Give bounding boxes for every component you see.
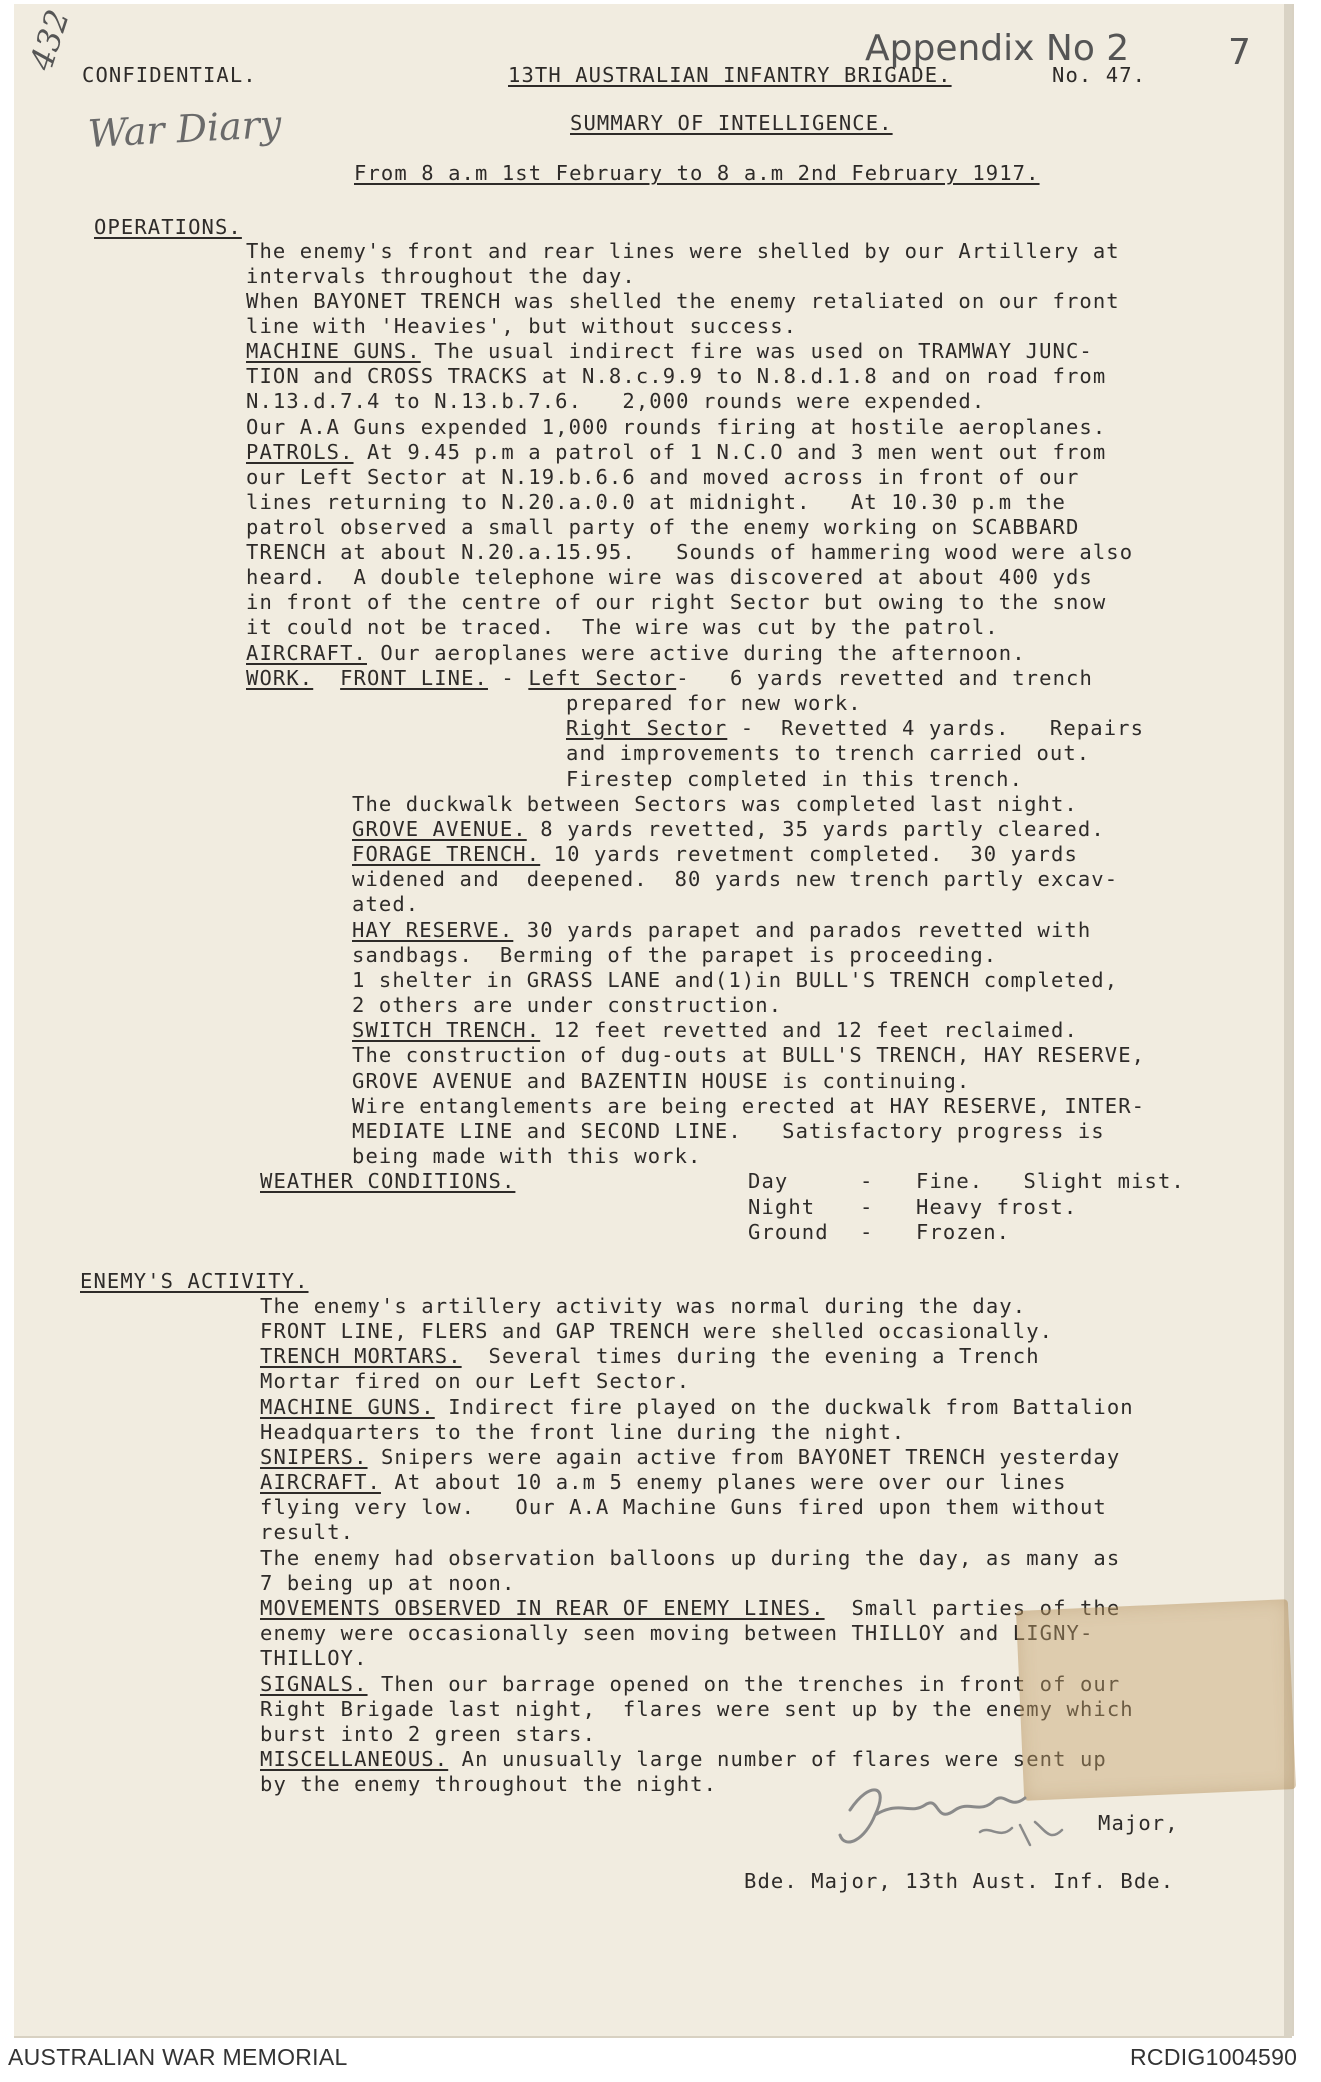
miscellaneous-text: An unusually large number of flares were sent up: [448, 1747, 1107, 1771]
institution-label: AUSTRALIAN WAR MEMORIAL: [8, 2044, 348, 2070]
weather-row-value: Fine. Slight mist.: [916, 1169, 1185, 1193]
machine-guns-line: N.13.d.7.4 to N.13.b.7.6. 2,000 rounds were expended.: [246, 389, 986, 413]
weather-row-label: Day: [748, 1169, 789, 1193]
enemy-aircraft-line: The enemy had observation balloons up during the day, as many as: [260, 1546, 1121, 1570]
signals-label: SIGNALS.: [260, 1672, 368, 1696]
right-sector-label: Right Sector: [566, 716, 728, 740]
operations-heading: OPERATIONS.: [94, 215, 242, 239]
switch-trench-paragraph: [352, 1017, 1078, 1043]
weather-row-label: Ground: [748, 1220, 829, 1244]
enemy-aircraft-paragraph: [260, 1469, 1067, 1495]
weather-row-dash: -: [860, 1195, 874, 1219]
patrols-line: TRENCH at about N.20.a.15.95. Sounds of hammering wood were also: [246, 540, 1134, 564]
aircraft-paragraph: [246, 640, 1026, 666]
patrols-paragraph: [246, 439, 1106, 465]
weather-row-dash: -: [860, 1220, 874, 1244]
classification-label: CONFIDENTIAL.: [82, 63, 257, 87]
work-closing-line: The construction of dug-outs at BULL'S TRENCH, HAY RESERVE,: [352, 1043, 1146, 1067]
weather-row-dash: -: [860, 1169, 874, 1193]
patrols-line: heard. A double telephone wire was discovered at about 400 yds: [246, 565, 1093, 589]
enemy-aircraft-line: 7 being up at noon.: [260, 1571, 516, 1595]
patrols-line: in front of the centre of our right Sector but owing to the snow: [246, 590, 1107, 614]
signature-rank: Major,: [1098, 1811, 1179, 1835]
weather-row-value: Frozen.: [916, 1220, 1011, 1244]
hay-reserve-line: 1 shelter in GRASS LANE and(1)in BULL'S TRENCH completed,: [352, 968, 1119, 992]
patrols-label: PATROLS.: [246, 440, 354, 464]
right-sector-paragraph: [566, 715, 1144, 741]
right-sector-line: Firestep completed in this trench.: [566, 767, 1024, 791]
machine-guns-line: TION and CROSS TRACKS at N.8.c.9.9 to N.8.d.1.8 and on road from: [246, 364, 1107, 388]
work-closing-line: being made with this work.: [352, 1144, 702, 1168]
trench-mortars-paragraph: [260, 1343, 1040, 1369]
enemy-line: The enemy's artillery activity was normal during the day.: [260, 1294, 1027, 1318]
movements-text: Small parties of the: [824, 1596, 1121, 1620]
enemy-aircraft-line: result.: [260, 1520, 355, 1544]
forage-trench-paragraph: [352, 841, 1078, 867]
enemy-activity-heading: ENEMY'S ACTIVITY.: [80, 1269, 309, 1293]
operations-line: line with 'Heavies', but without success.: [246, 314, 798, 338]
right-sector-text: - Revetted 4 yards. Repairs: [727, 716, 1145, 740]
signature-position: Bde. Major, 13th Aust. Inf. Bde.: [744, 1869, 1175, 1893]
report-period: From 8 a.m 1st February to 8 a.m 2nd February 1917.: [354, 161, 1040, 185]
handwritten-war-diary-note: War Diary: [86, 101, 283, 156]
enemy-aircraft-text: At about 10 a.m 5 enemy planes were over our lines: [380, 1470, 1067, 1494]
signals-line: burst into 2 green stars.: [260, 1722, 597, 1746]
forage-trench-text: 10 yards revetment completed. 30 yards: [540, 842, 1078, 866]
handwritten-appendix-label: Appendix No 2: [865, 28, 1130, 69]
patrols-line: lines returning to N.20.a.0.0 at midnight. At 10.30 p.m the: [246, 490, 1066, 514]
weather-conditions-label: WEATHER CONDITIONS.: [260, 1169, 516, 1193]
patrols-text: At 9.45 p.m a patrol of 1 N.C.O and 3 men went out from: [353, 440, 1107, 464]
miscellaneous-paragraph: [260, 1746, 1107, 1772]
enemy-machine-guns-text: Indirect fire played on the duckwalk from Battalion: [434, 1395, 1134, 1419]
left-sector-text: - 6 yards revetted and trench: [676, 666, 1093, 690]
movements-line: enemy were occasionally seen moving between THILLOY and LIGNY-: [260, 1621, 1094, 1645]
machine-guns-paragraph: [246, 338, 1093, 364]
handwritten-folio-number: 432: [21, 5, 77, 75]
enemy-aircraft-line: flying very low. Our A.A Machine Guns fired upon them without: [260, 1495, 1107, 1519]
right-sector-line: and improvements to trench carried out.: [566, 741, 1091, 765]
trench-mortars-label: TRENCH MORTARS.: [260, 1344, 462, 1368]
snipers-paragraph: [260, 1444, 1120, 1470]
aircraft-label: AIRCRAFT.: [246, 641, 367, 665]
switch-trench-label: SWITCH TRENCH.: [352, 1018, 541, 1042]
miscellaneous-label: MISCELLANEOUS.: [260, 1747, 449, 1771]
patrols-line: our Left Sector at N.19.b.6.6 and moved across in front of our: [246, 465, 1080, 489]
hay-reserve-line: 2 others are under construction.: [352, 993, 783, 1017]
trench-mortars-text: Several times during the evening a Trench: [461, 1344, 1040, 1368]
snipers-label: SNIPERS.: [260, 1445, 368, 1469]
signals-line: Right Brigade last night, flares were sent up by the enemy which: [260, 1697, 1134, 1721]
front-line-label: FRONT LINE.: [340, 666, 488, 690]
brigade-heading: 13TH AUSTRALIAN INFANTRY BRIGADE.: [508, 63, 952, 87]
hay-reserve-text: 30 yards parapet and parados revetted with: [513, 918, 1092, 942]
weather-row-label: Night: [748, 1195, 816, 1219]
left-sector-line: prepared for new work.: [566, 691, 862, 715]
grove-avenue-label: GROVE AVENUE.: [352, 817, 527, 841]
weather-row-value: Heavy frost.: [916, 1195, 1078, 1219]
hay-reserve-line: sandbags. Berming of the parapet is proceeding.: [352, 943, 998, 967]
snipers-text: Snipers were again active from BAYONET TRENCH yesterday: [367, 1445, 1121, 1469]
summary-number: No. 47.: [1052, 63, 1147, 87]
work-label: WORK.: [246, 666, 314, 690]
operations-line: The enemy's front and rear lines were shelled by our Artillery at: [246, 239, 1120, 263]
duckwalk-line: The duckwalk between Sectors was completed last night.: [352, 792, 1078, 816]
machine-guns-label: MACHINE GUNS.: [246, 339, 421, 363]
operations-line: intervals throughout the day.: [246, 264, 636, 288]
signals-text: Then our barrage opened on the trenches in front of our: [367, 1672, 1121, 1696]
operations-line: When BAYONET TRENCH was shelled the enemy retaliated on our front: [246, 289, 1120, 313]
forage-trench-line: widened and deepened. 80 yards new trench partly excav-: [352, 867, 1119, 891]
handwritten-page-number: 7: [1228, 32, 1251, 73]
work-closing-line: GROVE AVENUE and BAZENTIN HOUSE is continuing.: [352, 1069, 971, 1093]
aircraft-text: Our aeroplanes were active during the afternoon.: [366, 641, 1026, 665]
patrols-line: patrol observed a small party of the enemy working on SCABBARD: [246, 515, 1080, 539]
trench-mortars-line: Mortar fired on our Left Sector.: [260, 1369, 691, 1393]
hay-reserve-label: HAY RESERVE.: [352, 918, 514, 942]
document-title: SUMMARY OF INTELLIGENCE.: [570, 111, 893, 135]
machine-guns-text: The usual indirect fire was used on TRAMWAY JUNC-: [420, 339, 1093, 363]
record-id: RCDIG1004590: [1130, 2044, 1298, 2070]
work-paragraph: WORK. FRONT LINE. - Left Sector- 6 yards revetted and trench: [246, 666, 1093, 690]
switch-trench-text: 12 feet revetted and 12 feet reclaimed.: [540, 1018, 1078, 1042]
movements-label: MOVEMENTS OBSERVED IN REAR OF ENEMY LINES.: [260, 1596, 825, 1620]
work-closing-line: MEDIATE LINE and SECOND LINE. Satisfactory progress is: [352, 1119, 1105, 1143]
movements-line: THILLOY.: [260, 1646, 368, 1670]
aa-guns-line: Our A.A Guns expended 1,000 rounds firing at hostile aeroplanes.: [246, 415, 1107, 439]
signals-paragraph: [260, 1671, 1120, 1697]
patrols-line: it could not be traced. The wire was cut by the patrol.: [246, 615, 999, 639]
miscellaneous-line: by the enemy throughout the night.: [260, 1772, 718, 1796]
grove-avenue-text: 8 yards revetted, 35 yards partly cleared.: [526, 817, 1105, 841]
enemy-line: FRONT LINE, FLERS and GAP TRENCH were shelled occasionally.: [260, 1319, 1054, 1343]
enemy-machine-guns-line: Headquarters to the front line during the night.: [260, 1420, 906, 1444]
hay-reserve-paragraph: [352, 917, 1091, 943]
forage-trench-label: FORAGE TRENCH.: [352, 842, 541, 866]
enemy-machine-guns-paragraph: [260, 1394, 1134, 1420]
enemy-aircraft-label: AIRCRAFT.: [260, 1470, 381, 1494]
forage-trench-line: ated.: [352, 892, 420, 916]
handwritten-signature: [830, 1770, 1090, 1870]
work-closing-line: Wire entanglements are being erected at HAY RESERVE, INTER-: [352, 1094, 1146, 1118]
left-sector-label: Left Sector: [528, 666, 677, 690]
movements-paragraph: [260, 1595, 1120, 1621]
enemy-machine-guns-label: MACHINE GUNS.: [260, 1395, 435, 1419]
grove-avenue-paragraph: [352, 816, 1105, 842]
